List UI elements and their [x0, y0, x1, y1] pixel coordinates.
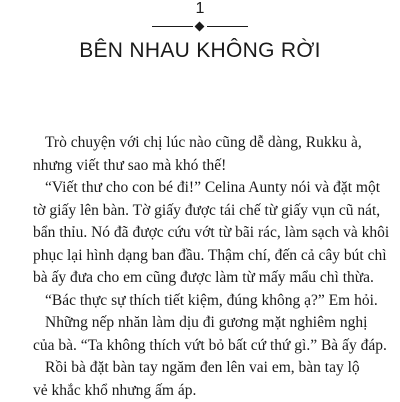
paragraph-line: bẩn thỉu. Nó đã được cứu vớt từ bãi rác, làm sạch và khôi — [33, 222, 397, 245]
ornament-line-left — [152, 26, 193, 27]
paragraph-line: bà ấy đưa cho em cũng được làm từ mấy mẩu chì thừa. — [33, 267, 397, 290]
paragraph-line: nhưng viết thư sao mà khó thế! — [33, 155, 397, 178]
ornament-line-right — [207, 26, 248, 27]
chapter-number: 1 — [0, 0, 400, 18]
paragraph-line: Những nếp nhăn làm dịu đi gương mặt nghiêm nghị — [33, 312, 397, 335]
paragraph-line: của bà. “Ta không thích vứt bỏ bất cứ thứ gì.” Bà ấy đáp. — [33, 335, 397, 358]
diamond-ornament-icon — [195, 22, 205, 32]
paragraph-line: phục lại hình dạng ban đầu. Thậm chí, đến cả cây bút chì — [33, 245, 397, 268]
chapter-title: BÊN NHAU KHÔNG RỜI — [0, 38, 400, 64]
paragraph-line: vẻ khắc khổ nhưng ấm áp. — [33, 380, 397, 402]
paragraph-line: tờ giấy lên bàn. Tờ giấy được tái chế từ giấy vụn cũ nát, — [33, 200, 397, 223]
paragraph-line: Trò chuyện với chị lúc nào cũng dễ dàng, Rukku à, — [33, 132, 397, 155]
chapter-ornament — [152, 22, 248, 32]
paragraph-line: “Viết thư cho con bé đi!” Celina Aunty nói và đặt một — [33, 177, 397, 200]
paragraph-line: “Bác thực sự thích tiết kiệm, đúng không ạ?” Em hỏi. — [33, 290, 397, 313]
paragraph-line: Rồi bà đặt bàn tay ngăm đen lên vai em, bàn tay lộ — [33, 357, 397, 380]
chapter-body — [33, 132, 397, 402]
